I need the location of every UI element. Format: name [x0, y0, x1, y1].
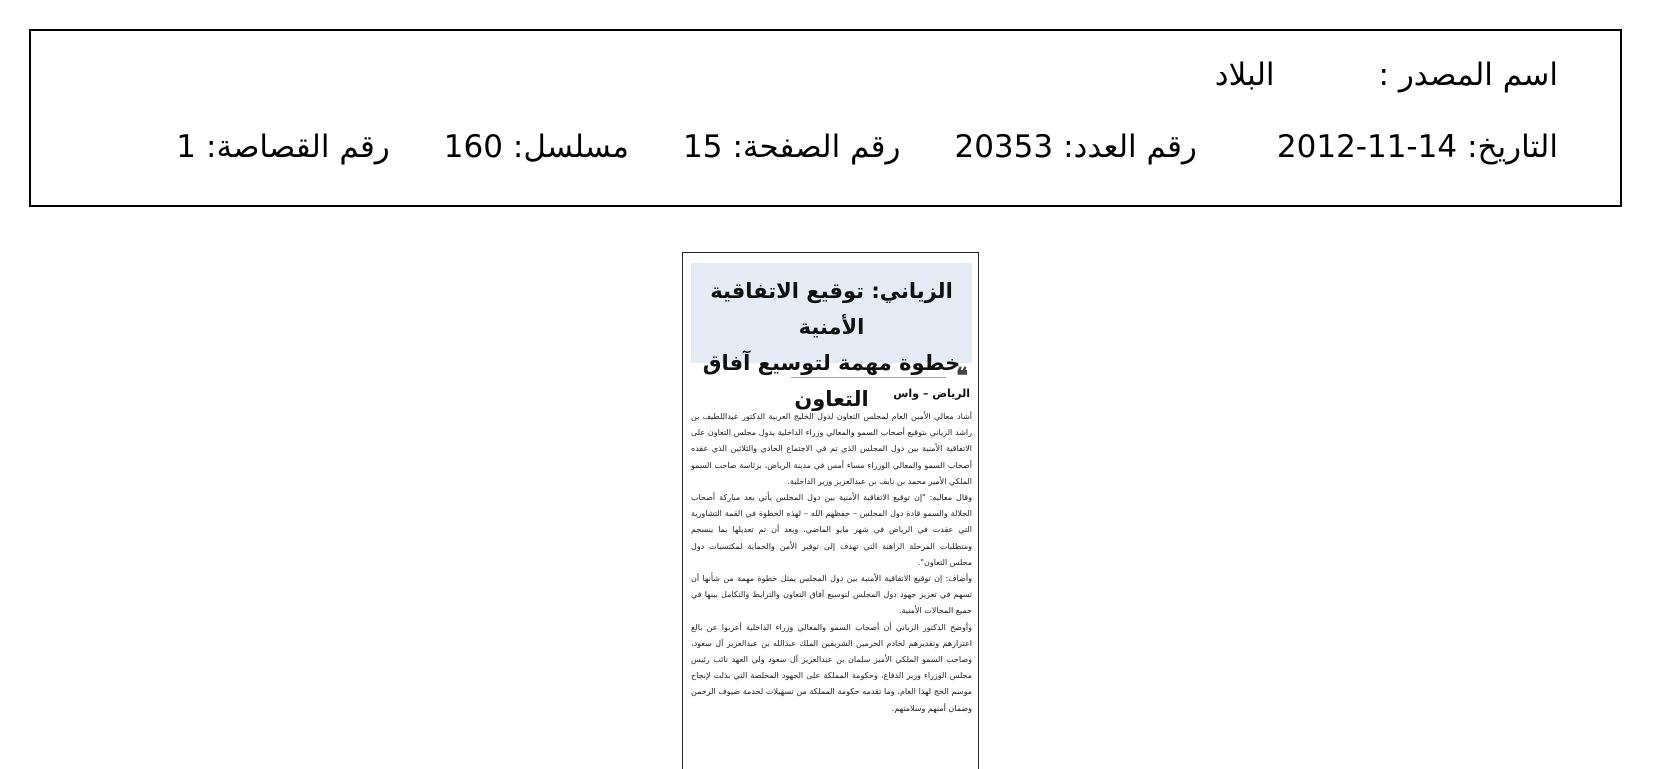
serial-label: مسلسل: [512, 129, 630, 165]
serial-value: 160 [443, 129, 503, 165]
article-body [691, 409, 972, 717]
source-label: اسم المصدر : [1378, 57, 1558, 93]
headline-line-1: الزياني: توقيع الاتفاقية الأمنية [710, 279, 953, 339]
byline: الرياض – واس [893, 387, 970, 400]
newspaper-clipping [682, 252, 979, 769]
clipping-info-box [29, 29, 1622, 207]
article-paragraph-2: وقال معاليه: "إن توقيع الاتفاقية الأمنية بين دول المجلس يأتي بعد مباركة أصحاب الجلالة والسمو قادة دول المجلس – حفظهم الله – لهذه الخطوة في القمة التشاورية التي عقدت في الرياض في شهر مايو الماضي، وبعد أن تم تعديلها بما ينسجم ومتطلبات المرحلة الراهنة التي تهدف إلى توفير الأمن والحماية لمكتسبات دول مجلس التعاون". [691, 493, 972, 567]
quote-divider [691, 363, 972, 389]
date-value: 2012-11-14 [1276, 129, 1458, 165]
page-label: رقم الصفحة: [732, 129, 901, 165]
source-row [1215, 55, 1558, 95]
article-paragraph-1: أشاد معالي الأمين العام لمجلس التعاون لدول الخليج العربية الدكتور عبداللطيف بن راشد الزياني بتوقيع أصحاب السمو والمعالي وزراء الداخلية بدول مجلس التعاون على الاتفاقية الأمنية بين دول المجلس الذي تم في الاجتماع الحادي والثلاثين الذي عقده أصحاب السمو والمعالي الوزراء مساء أمس في مدينة الرياض، برئاسة صاحب السمو الملكي الأمير محمد بن نايف بن عبدالعزيز وزير الداخلية. [691, 412, 972, 486]
issue-label: رقم العدد: [1063, 129, 1197, 165]
issue-value: 20353 [954, 129, 1054, 165]
headline-line-2: خطوة مهمة لتوسيع آفاق التعاون [702, 351, 961, 411]
article-paragraph-3: وأضاف: إن توقيع الاتفاقية الأمنية بين دول المجلس يمثل خطوة مهمة من شأنها أن تسهم في تعزيز جهود دول المجلس لتوسيع آفاق التعاون والترابط والتكامل بينها في جميع المجالات الأمنية. [691, 574, 972, 616]
metadata-row [176, 127, 1558, 167]
gold-rule [791, 377, 946, 378]
clip-value: 1 [176, 129, 197, 165]
source-value: البلاد [1214, 57, 1275, 93]
clip-label: رقم القصاصة: [206, 129, 390, 165]
quote-mark-icon: ❝ [956, 363, 968, 389]
date-label: التاريخ: [1467, 129, 1558, 165]
page-value: 15 [683, 129, 723, 165]
article-paragraph-4: وأوضح الدكتور الزياني أن أصحاب السمو والمعالي وزراء الداخلية أعربوا عن بالغ اعتزازهم وتقديرهم لخادم الحرمين الشريفين الملك عبدالله بن عبدالعزيز آل سعود، وصاحب السمو الملكي الأمير سلمان بن عبدالعزيز آل سعود ولي العهد نائب رئيس مجلس الوزراء وزير الدفاع، وحكومة المملكة على الجهود المخلصة التي بذلت لإنجاح موسم الحج لهذا العام، وما تقدمه حكومة المملكة من تسهيلات لخدمة ضيوف الرحمن وضمان أمنهم وسلامتهم. [691, 622, 972, 713]
